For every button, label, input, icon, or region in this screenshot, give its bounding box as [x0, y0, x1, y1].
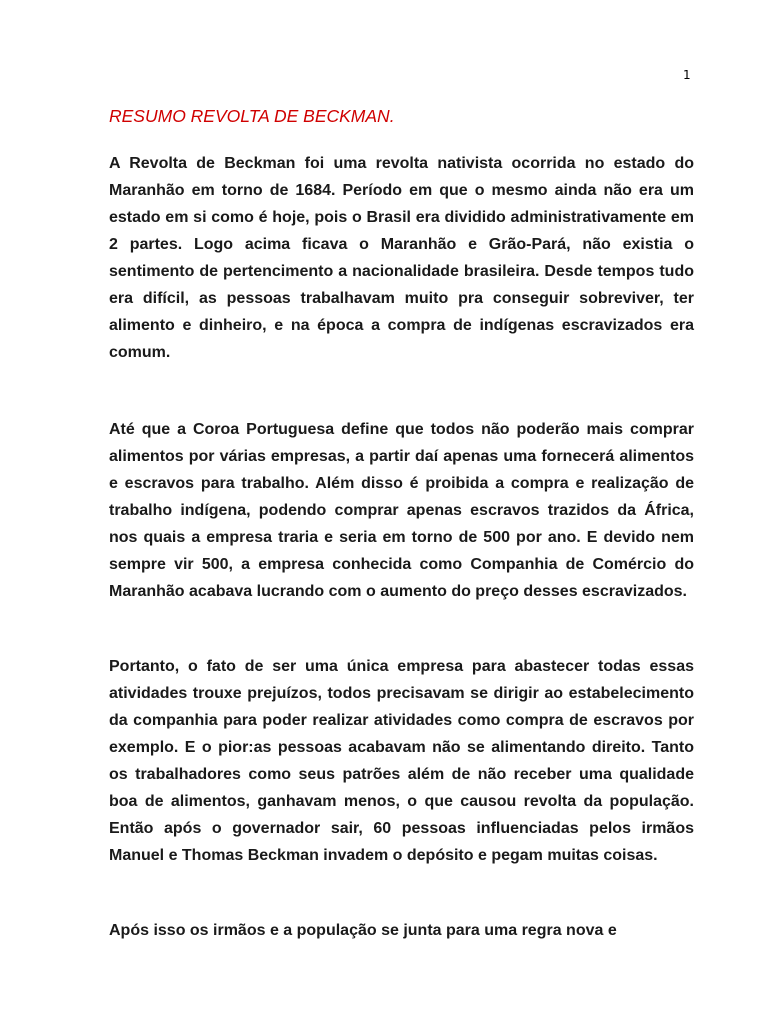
- document-title: RESUMO REVOLTA DE BECKMAN.: [109, 106, 395, 126]
- page-number: 1: [683, 68, 691, 82]
- paragraph-intro: A Revolta de Beckman foi uma revolta nativista ocorrida no estado do Maranhão em torno de 1684. Período em que o mesmo ainda não era um estado em si como é hoje, pois o Brasil era dividido administrativamente em 2 partes. Logo acima ficava o Maranhão e Grão-Pará, não existia o sentimento de pertencimento a nacionalidade brasileira. Desde tempos tudo era difícil, as pessoas trabalhavam muito pra conseguir sobreviver, ter alimento e dinheiro, e na época a compra de indígenas escravizados era comum.: [109, 155, 694, 361]
- paragraph-coroa-portuguesa: Até que a Coroa Portuguesa define que todos não poderão mais comprar alimentos por várias empresas, a partir daí apenas uma fornecerá alimentos e escravos para trabalho. Além disso é proibida a compra e realização de trabalho indígena, podendo comprar apenas escravos trazidos da África, nos quais a empresa traria e seria em torno de 500 por ano. E devido nem sempre vir 500, a empresa conhecida como Companhia de Comércio do Maranhão acabava lucrando com o aumento do preço desses escravizados.: [109, 421, 694, 600]
- paragraph-continuation: Após isso os irmãos e a população se junta para uma regra nova e: [109, 922, 617, 939]
- paragraph-consequences: Portanto, o fato de ser uma única empresa para abastecer todas essas atividades trouxe prejuízos, todos precisavam se dirigir ao estabelecimento da companhia para poder realizar atividades como compra de escravos por exemplo. E o pior:as pessoas acabavam não se alimentando direito. Tanto os trabalhadores como seus patrões além de não receber uma qualidade boa de alimentos, ganhavam menos, o que causou revolta da população. Então após o governador sair, 60 pessoas influenciadas pelos irmãos Manuel e Thomas Beckman invadem o depósito e pegam muitas coisas.: [109, 658, 694, 864]
